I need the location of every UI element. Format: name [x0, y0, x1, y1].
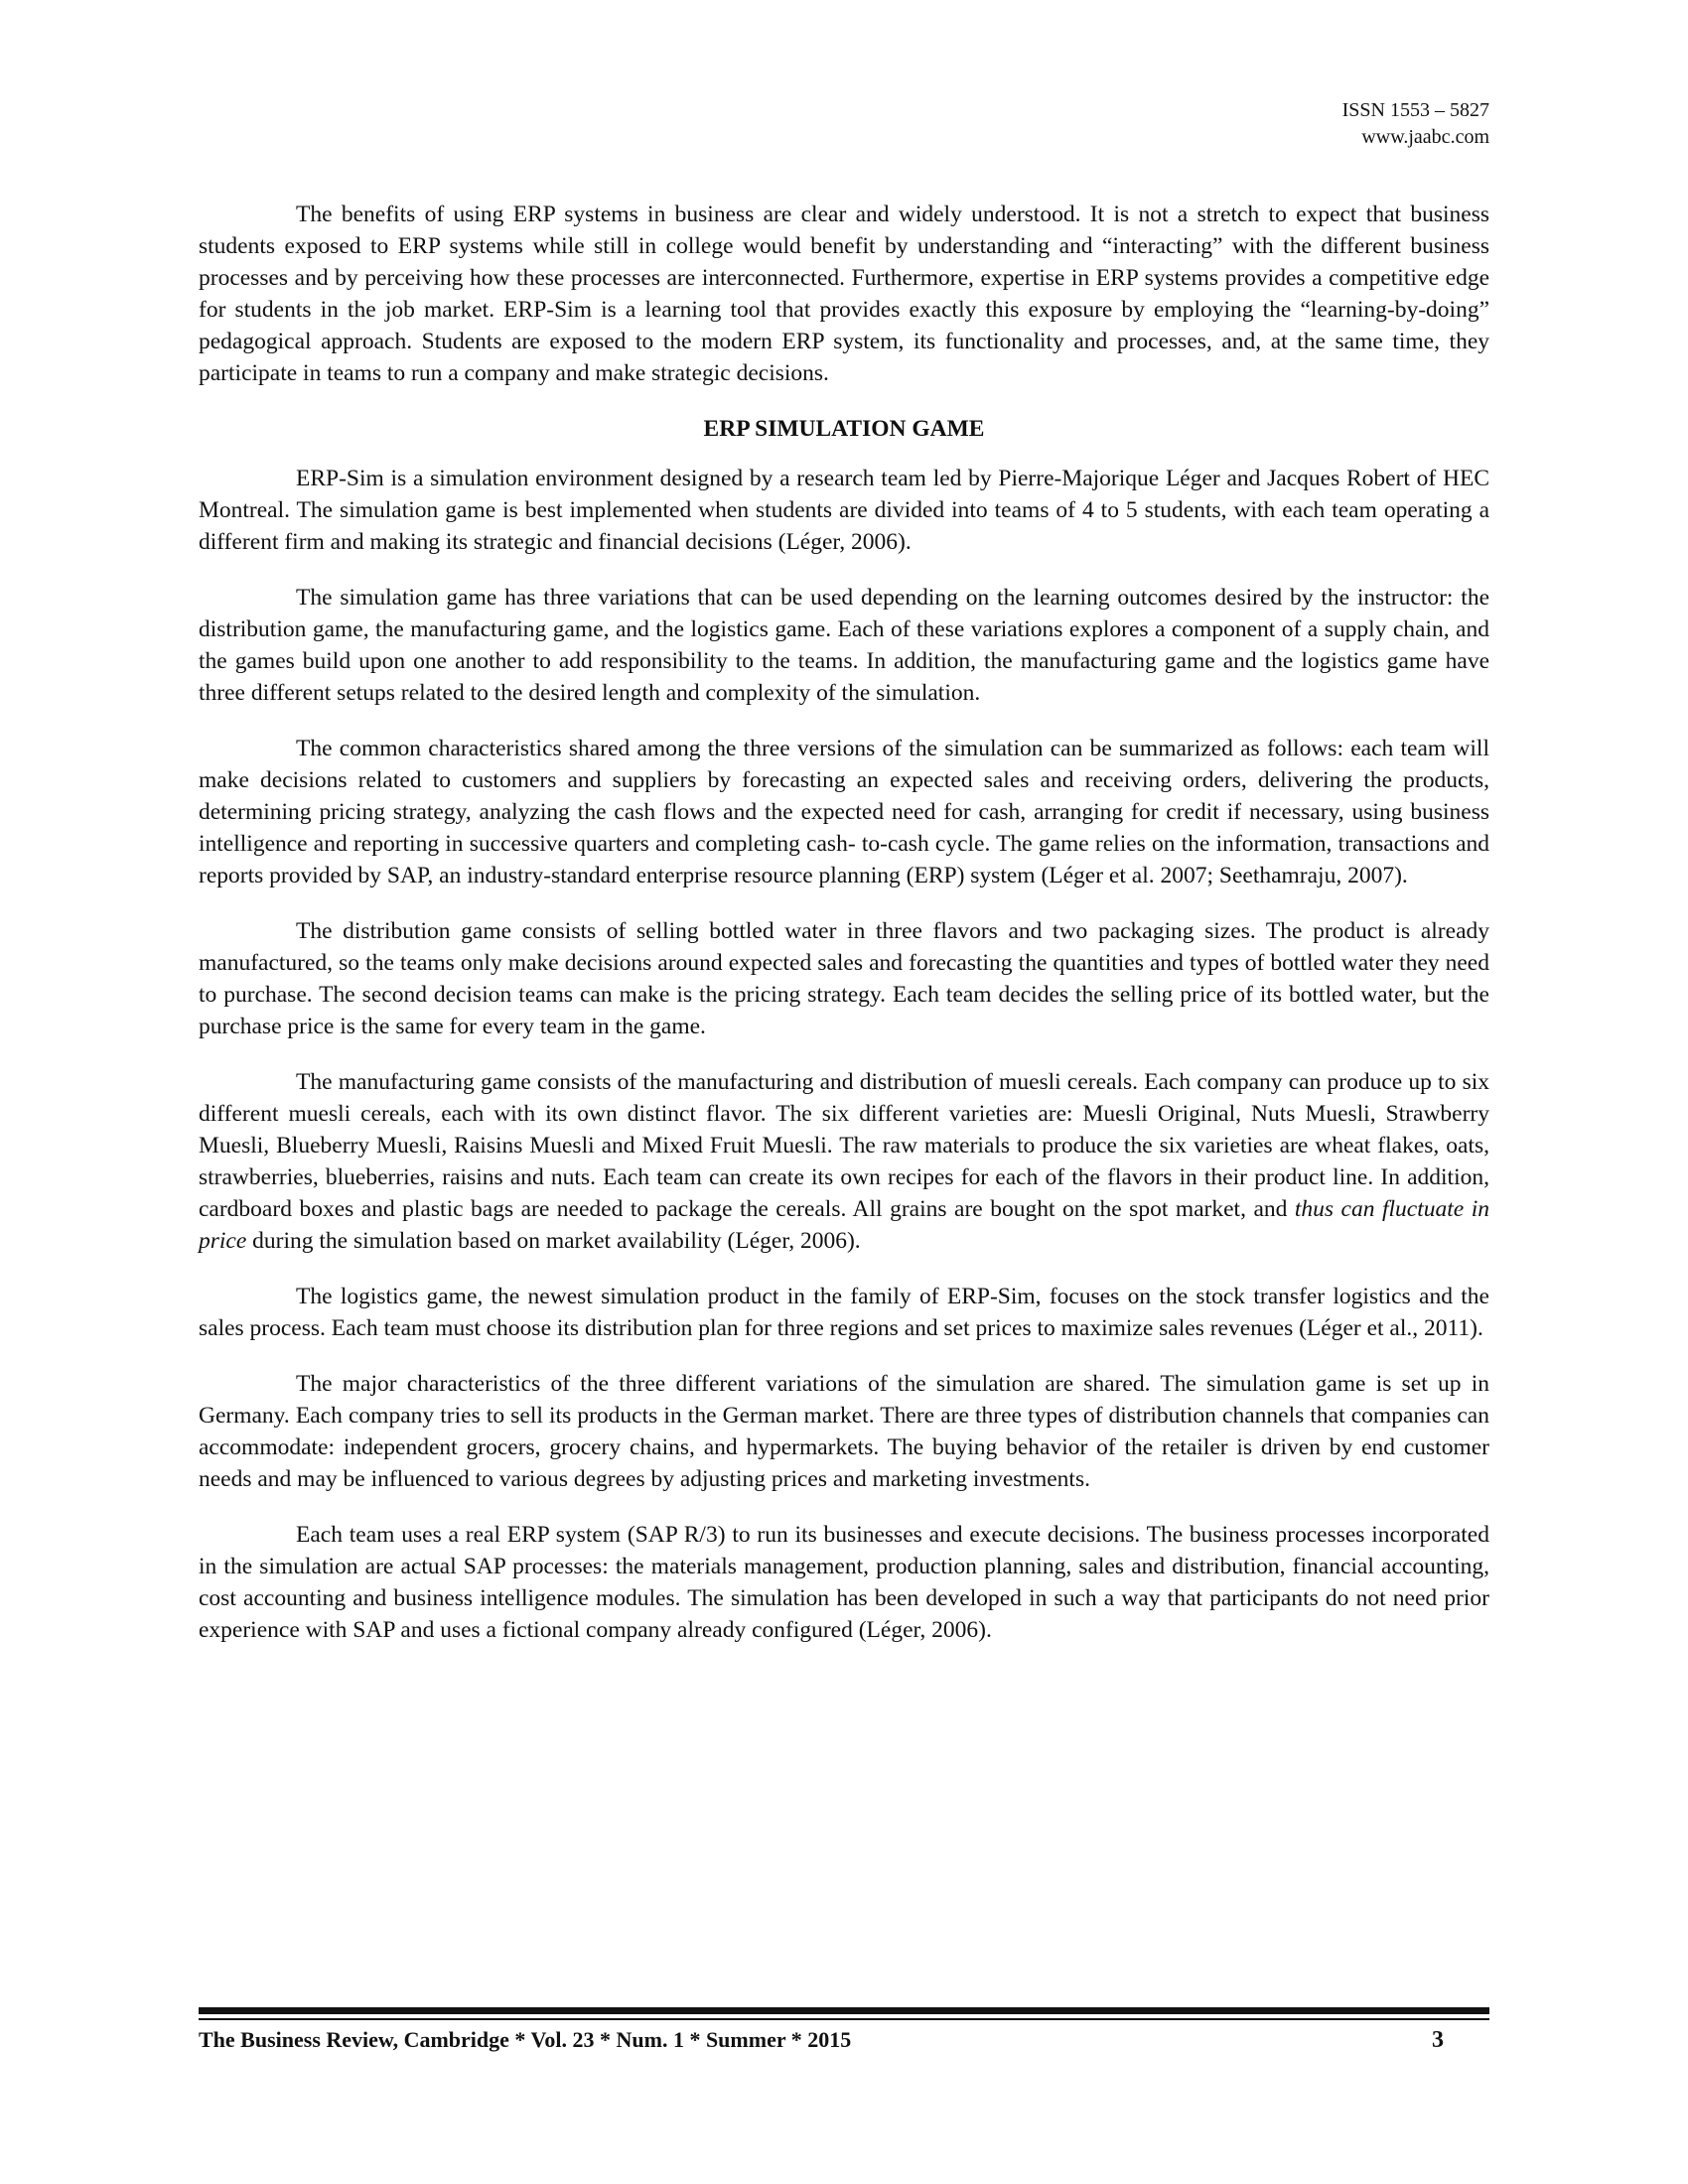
paragraph-erp-sim-intro: ERP-Sim is a simulation environment designed by a research team led by Pierre-Majorique Léger and Jacques Robert of HEC Montreal. The simulation game is best implemented when students are divided into teams of 4 to 5 students, with each team operating a different firm and making its strategic and financial decisions (Léger, 2006). — [199, 466, 1489, 555]
article-body — [199, 199, 1489, 1670]
page-header — [1342, 97, 1489, 151]
paragraph-manufacturing-game — [199, 1066, 1489, 1257]
website-link[interactable]: www.jaabc.com — [1361, 126, 1489, 148]
page-number: 3 — [1432, 2027, 1444, 2053]
paragraph-erp-benefits: The benefits of using ERP systems in business are clear and widely understood. It is not a stretch to expect that business students exposed to ERP systems while still in college would benefit by understanding and “interacting” with the different business processes and by perceiving how these processes are interconnected. Furthermore, expertise in ERP systems provides a competitive edge for students in the job market. ERP-Sim is a learning tool that provides exactly this exposure by employing the “learning-by-doing” pedagogical approach. Students are exposed to the modern ERP system, its functionality and processes, and, at the same time, they participate in teams to run a company and make strategic decisions. — [199, 202, 1489, 386]
footer-divider-thick — [199, 2007, 1489, 2014]
paragraph-game-variations: The simulation game has three variations that can be used depending on the learning outcomes desired by the instructor: the distribution game, the manufacturing game, and the logistics game. Each of these variations explores a component of a supply chain, and the games build upon one another to add responsibility to the teams. In addition, the manufacturing game and the logistics game have three different setups related to the desired length and complexity of the simulation. — [199, 585, 1489, 706]
manufacturing-text-part-1: The manufacturing game consists of the manufacturing and distribution of muesli cereals. Each company can produce up to six different muesli cereals, each with its own distinct flavor. The six different varieties are: Muesli Original, Nuts Muesli, Strawberry Muesli, Blueberry Muesli, Raisins Muesli and Mixed Fruit Muesli. The raw materials to produce the six varieties are wheat flakes, oats, strawberries, blueberries, raisins and nuts. Each team can create its own recipes for each of the flavors in their product line. In addition, cardboard boxes and plastic bags are needed to package the cereals. All grains are bought on the spot market, and — [199, 1069, 1489, 1222]
footer-divider-thin — [199, 2018, 1489, 2020]
manufacturing-text-part-2: during the simulation based on market availability (Léger, 2006). — [246, 1228, 861, 1254]
issn-label: ISSN 1553 – 5827 — [1341, 99, 1489, 121]
paragraph-real-erp-system: Each team uses a real ERP system (SAP R/3) to run its businesses and execute decisions. The business processes incorporated in the simulation are actual SAP processes: the materials management, production planning, sales and distribution, financial accounting, cost accounting and business intelligence modules. The simulation has been developed in such a way that participants do not need prior experience with SAP and uses a fictional company already configured (Léger, 2006). — [199, 1522, 1489, 1643]
journal-citation: The Business Review, Cambridge * Vol. 23 * Num. 1 * Summer * 2015 — [199, 2027, 852, 2052]
section-heading: ERP SIMULATION GAME — [703, 416, 985, 442]
paragraph-distribution-game: The distribution game consists of selling bottled water in three flavors and two packaging sizes. The product is already manufactured, so the teams only make decisions around expected sales and forecasting the quantities and types of bottled water they need to purchase. The second decision teams can make is the pricing strategy. Each team decides the selling price of its bottled water, but the purchase price is the same for every team in the game. — [199, 918, 1489, 1039]
paragraph-major-characteristics: The major characteristics of the three different variations of the simulation are shared. The simulation game is set up in Germany. Each company tries to sell its products in the German market. There are three types of distribution channels that companies can accommodate: independent grocers, grocery chains, and hypermarkets. The buying behavior of the retailer is driven by end customer needs and may be influenced to various degrees by adjusting prices and marketing investments. — [199, 1371, 1489, 1492]
paragraph-logistics-game: The logistics game, the newest simulation product in the family of ERP-Sim, focuses on the stock transfer logistics and the sales process. Each team must choose its distribution plan for three regions and set prices to maximize sales revenues (Léger et al., 2011). — [199, 1284, 1489, 1341]
manufacturing-text-italic: thus can fluctuate in price — [199, 1196, 1489, 1254]
paragraph-common-characteristics: The common characteristics shared among the three versions of the simulation can be summarized as follows: each team will make decisions related to customers and suppliers by forecasting an expected sales and receiving orders, delivering the products, determining pricing strategy, analyzing the cash flows and the expected need for cash, arranging for credit if necessary, using business intelligence and reporting in successive quarters and completing cash- to-cash cycle. The game relies on the information, transactions and reports provided by SAP, an industry-standard enterprise resource planning (ERP) system (Léger et al. 2007; Seethamraju, 2007). — [199, 736, 1489, 888]
